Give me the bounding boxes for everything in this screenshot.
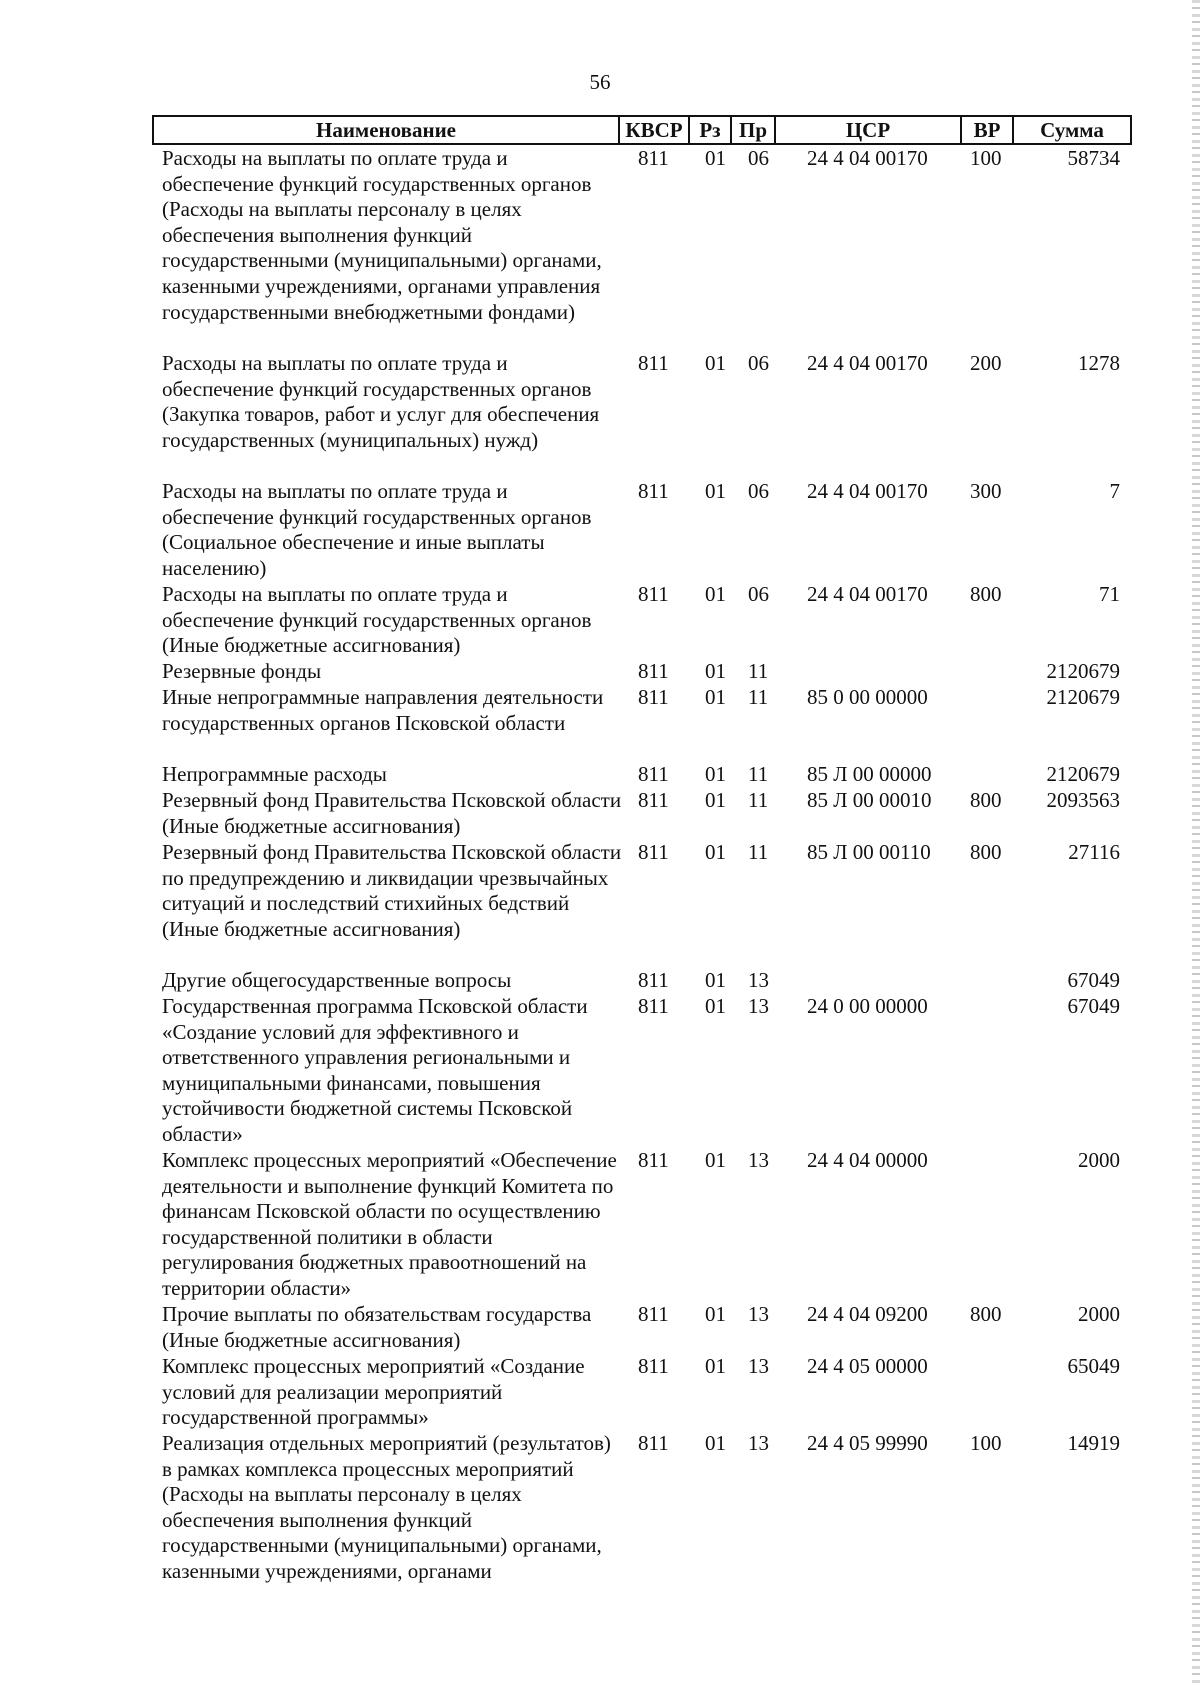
row-kvsr: 811 [638, 582, 669, 606]
row-csr: 85 Л 00 00010 [807, 788, 932, 812]
table-row [0, 146, 1200, 351]
row-rz: 01 [705, 1148, 726, 1172]
header-rz: Рз [688, 117, 730, 143]
row-sum: 2093563 [1046, 788, 1120, 812]
row-sum: 67049 [1067, 994, 1120, 1018]
row-pr: 06 [748, 351, 769, 375]
row-vr: 300 [970, 479, 1002, 503]
row-kvsr: 811 [638, 840, 669, 864]
row-rz: 01 [705, 1354, 726, 1378]
row-rz: 01 [705, 994, 726, 1018]
header-vr: ВР [960, 117, 1012, 143]
table-row [0, 1302, 1200, 1354]
row-kvsr: 811 [638, 762, 669, 786]
table-row [0, 582, 1200, 659]
row-csr: 85 Л 00 00110 [807, 840, 931, 864]
row-kvsr: 811 [638, 1148, 669, 1172]
row-sum: 27116 [1068, 840, 1120, 864]
row-name: Прочие выплаты по обязательствам государства (Иные бюджетные ассигнования) [162, 1302, 592, 1352]
row-name: Государственная программа Псковской области «Создание условий для эффективного и ответственного управления региональными и муниципальными финансами, повышения устойчивости бюджетной системы Псковской области» [162, 994, 588, 1146]
table-row [0, 1431, 1200, 1585]
row-kvsr: 811 [638, 1302, 669, 1326]
row-pr: 06 [748, 146, 769, 170]
row-name: Комплекс процессных мероприятий «Обеспечение деятельности и выполнение функций Комитета по финансам Псковской области по осуществлению государственной политики в области регулирования бюджетных правоотношений на территории области» [162, 1148, 617, 1300]
table-row [0, 994, 1200, 1148]
row-csr: 24 4 04 00170 [807, 146, 928, 170]
row-csr: 24 4 04 00170 [807, 351, 928, 375]
table-header [152, 115, 1132, 145]
row-sum: 1278 [1078, 351, 1120, 375]
row-vr: 100 [970, 146, 1002, 170]
row-vr: 800 [970, 582, 1002, 606]
row-vr: 200 [970, 351, 1002, 375]
header-sum: Сумма [1012, 117, 1130, 143]
row-pr: 13 [748, 1431, 769, 1455]
row-name: Иные непрограммные направления деятельности государственных органов Псковской области [162, 685, 604, 735]
header-name: Наименование [316, 118, 456, 142]
row-kvsr: 811 [638, 659, 669, 683]
row-pr: 11 [748, 685, 769, 709]
row-csr: 85 Л 00 00000 [807, 762, 932, 786]
row-csr: 85 0 00 00000 [807, 685, 928, 709]
row-name: Резервные фонды [162, 659, 322, 683]
row-csr: 24 4 05 99990 [807, 1431, 928, 1455]
row-name: Другие общегосударственные вопросы [162, 968, 512, 992]
row-kvsr: 811 [638, 685, 669, 709]
table-row [0, 788, 1200, 840]
row-csr: 24 4 05 00000 [807, 1354, 928, 1378]
row-pr: 13 [748, 1354, 769, 1378]
row-pr: 13 [748, 968, 769, 992]
row-pr: 13 [748, 994, 769, 1018]
row-rz: 01 [705, 659, 726, 683]
row-name: Комплекс процессных мероприятий «Создание условий для реализации мероприятий государственной программы» [162, 1354, 585, 1430]
row-rz: 01 [705, 968, 726, 992]
row-sum: 71 [1099, 582, 1120, 606]
row-rz: 01 [705, 582, 726, 606]
row-rz: 01 [705, 1431, 726, 1455]
row-vr: 800 [970, 788, 1002, 812]
row-csr: 24 4 04 00170 [807, 479, 928, 503]
row-sum: 2120679 [1046, 762, 1120, 786]
header-pr: Пр [730, 117, 774, 143]
row-rz: 01 [705, 762, 726, 786]
row-pr: 13 [748, 1148, 769, 1172]
table-row [0, 659, 1200, 685]
row-kvsr: 811 [638, 146, 669, 170]
row-rz: 01 [705, 788, 726, 812]
row-vr: 800 [970, 1302, 1002, 1326]
row-kvsr: 811 [638, 1431, 669, 1455]
row-name: Резервный фонд Правительства Псковской области (Иные бюджетные ассигнования) [162, 788, 622, 838]
row-csr: 24 4 04 00000 [807, 1148, 928, 1172]
table-body [0, 146, 1200, 1585]
row-kvsr: 811 [638, 1354, 669, 1378]
row-sum: 65049 [1067, 1354, 1120, 1378]
row-name: Расходы на выплаты по оплате труда и обеспечение функций государственных органов (Иные бюджетные ассигнования) [162, 582, 592, 658]
row-pr: 11 [748, 788, 769, 812]
header-csr: ЦСР [774, 117, 960, 143]
row-pr: 11 [748, 659, 769, 683]
row-sum: 14919 [1067, 1431, 1120, 1455]
table-row [0, 1148, 1200, 1302]
page-number: 56 [589, 70, 611, 94]
row-name: Непрограммные расходы [162, 762, 387, 786]
row-rz: 01 [705, 351, 726, 375]
row-kvsr: 811 [638, 968, 669, 992]
row-rz: 01 [705, 685, 726, 709]
row-vr: 100 [970, 1431, 1002, 1455]
row-sum: 67049 [1067, 968, 1120, 992]
row-pr: 13 [748, 1302, 769, 1326]
row-sum: 7 [1109, 479, 1120, 503]
row-csr: 24 4 04 09200 [807, 1302, 928, 1326]
row-sum: 2120679 [1046, 659, 1120, 683]
row-vr: 800 [970, 840, 1002, 864]
row-sum: 58734 [1067, 146, 1120, 170]
row-name: Реализация отдельных мероприятий (результатов) в рамках комплекса процессных мероприятий (Расходы на выплаты персоналу в целях обеспечения выполнения функций государственными (муниципальными) органами, казенными учреждениями, органами [162, 1431, 611, 1583]
row-csr: 24 0 00 00000 [807, 994, 928, 1018]
row-rz: 01 [705, 146, 726, 170]
row-name: Расходы на выплаты по оплате труда и обеспечение функций государственных органов (Социальное обеспечение и иные выплаты населению) [162, 479, 592, 580]
row-kvsr: 811 [638, 788, 669, 812]
table-row [0, 351, 1200, 479]
row-pr: 11 [748, 762, 769, 786]
row-sum: 2000 [1078, 1302, 1120, 1326]
row-name: Расходы на выплаты по оплате труда и обеспечение функций государственных органов (Закупка товаров, работ и услуг для обеспечения государственных (муниципальных) нужд) [162, 351, 600, 452]
row-rz: 01 [705, 1302, 726, 1326]
table-row [0, 762, 1200, 788]
row-pr: 06 [748, 582, 769, 606]
row-sum: 2000 [1078, 1148, 1120, 1172]
row-kvsr: 811 [638, 351, 669, 375]
row-name: Резервный фонд Правительства Псковской области по предупреждению и ликвидации чрезвычайных ситуаций и последствий стихийных бедствий (Иные бюджетные ассигнования) [162, 840, 622, 941]
table-row [0, 968, 1200, 994]
table-row [0, 1354, 1200, 1431]
row-kvsr: 811 [638, 994, 669, 1018]
row-kvsr: 811 [638, 479, 669, 503]
row-sum: 2120679 [1046, 685, 1120, 709]
row-rz: 01 [705, 840, 726, 864]
header-kvsr: КВСР [618, 117, 688, 143]
table-row [0, 840, 1200, 968]
table-row [0, 685, 1200, 762]
row-pr: 11 [748, 840, 769, 864]
row-pr: 06 [748, 479, 769, 503]
row-name: Расходы на выплаты по оплате труда и обеспечение функций государственных органов (Расходы на выплаты персоналу в целях обеспечения выполнения функций государственными (муниципальными) органами, казенными учреждениями, органами управления государственными внебюджетными фондами) [162, 146, 602, 324]
row-csr: 24 4 04 00170 [807, 582, 928, 606]
row-rz: 01 [705, 479, 726, 503]
table-row [0, 479, 1200, 582]
